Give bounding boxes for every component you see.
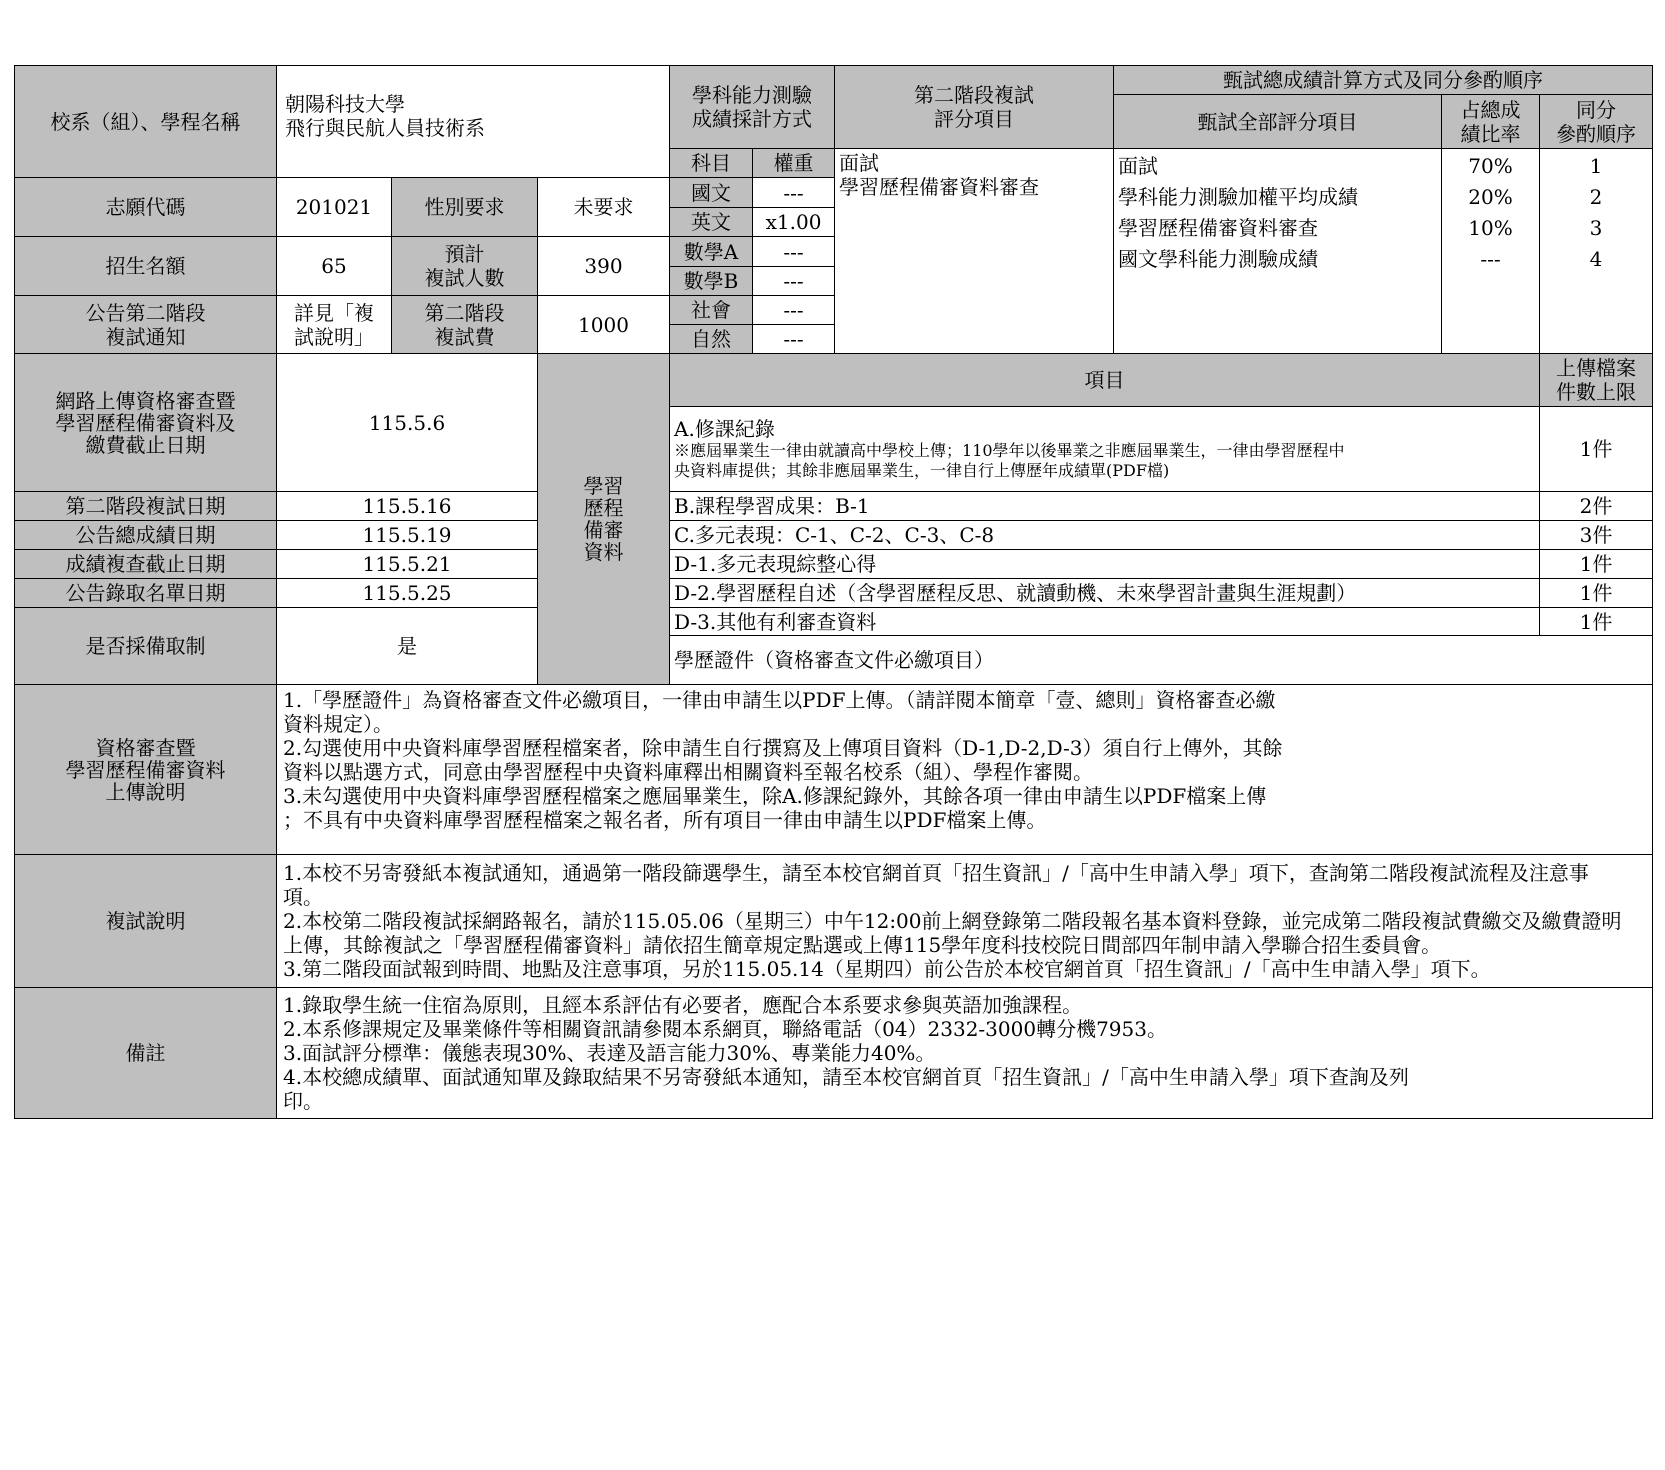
subject-name: 數學B bbox=[670, 267, 753, 296]
subject-name: 英文 bbox=[670, 208, 753, 237]
scoring-item: 國文學科能力測驗成績 bbox=[1118, 247, 1319, 271]
scoring-order: 2 bbox=[1589, 185, 1603, 209]
ratio-header: 占總成 績比率 bbox=[1442, 95, 1540, 149]
remark-line: 3.面試評分標準：儀態表現30%、表達及語言能力30%、專業能力40%。 bbox=[283, 1041, 936, 1065]
subject-weight: --- bbox=[753, 296, 835, 325]
gender-value: 未要求 bbox=[538, 178, 670, 237]
portfolio-item-a bbox=[670, 407, 1540, 492]
upload-limit: 1件 bbox=[1540, 579, 1653, 608]
subject-name: 自然 bbox=[670, 325, 753, 354]
portfolio-item-b: B.課程學習成果：B-1 bbox=[670, 492, 1540, 521]
backup-label: 是否採備取制 bbox=[15, 608, 277, 685]
upload-note-line: 資料以點選方式，同意由學習歷程中央資料庫釋出相關資料至報名校系（組）、學程作審閱。 bbox=[283, 760, 1093, 784]
exam-note-line: 上傳，其餘複試之「學習歷程備審資料」請依招生簡章規定點選或上傳115學年度科技校院日間部四年制申請入學聯合招生委員會。 bbox=[283, 933, 1442, 957]
upload-deadline-value: 115.5.6 bbox=[277, 354, 538, 492]
admission-table bbox=[14, 65, 1653, 1119]
portfolio-item-note: 央資料庫提供；其餘非應屆畢業生，一律自行上傳歷年成績單(PDF檔) bbox=[674, 461, 1170, 480]
remark-line: 1.錄取學生統一住宿為原則，且經本系評估有必要者，應配合本系要求參與英語加強課程。 bbox=[283, 993, 1083, 1017]
portfolio-item-note: ※應屆畢業生一律由就讀高中學校上傳；110學年以後畢業之非應屆畢業生，一律由學習歷程中 bbox=[674, 441, 1345, 460]
dept-name: 飛行與民航人員技術系 bbox=[285, 116, 485, 140]
scoring-ratio: 70% bbox=[1468, 154, 1513, 178]
upload-limit: 1件 bbox=[1540, 407, 1653, 492]
remarks-label: 備註 bbox=[15, 988, 277, 1119]
scoring-item: 面試 bbox=[1118, 154, 1159, 178]
upload-limit: 3件 bbox=[1540, 521, 1653, 550]
gender-label: 性別要求 bbox=[392, 178, 538, 237]
upload-note-line: ；不具有中央資料庫學習歷程檔案之報名者，所有項目一律由申請生以PDF檔案上傳。 bbox=[283, 808, 1047, 832]
upload-deadline-label: 網路上傳資格審查暨 學習歷程備審資料及 繳費截止日期 bbox=[15, 354, 277, 492]
subject-name: 數學A bbox=[670, 237, 753, 267]
school-name: 朝陽科技大學 bbox=[285, 92, 405, 116]
scoring-ratio: --- bbox=[1480, 247, 1501, 271]
exam-method-header: 學科能力測驗 成績採計方式 bbox=[670, 66, 835, 149]
backup-value: 是 bbox=[277, 608, 538, 685]
subject-weight: x1.00 bbox=[753, 208, 835, 237]
subject-weight: --- bbox=[753, 325, 835, 354]
scoring-ratio: 20% bbox=[1468, 185, 1513, 209]
code-label: 志願代碼 bbox=[15, 178, 277, 237]
scoring-order: 1 bbox=[1589, 154, 1603, 178]
fee-label: 第二階段 複試費 bbox=[392, 296, 538, 354]
total-score-header: 甄試總成績計算方式及同分參酌順序 bbox=[1114, 66, 1653, 95]
upload-note-line: 1.「學歷證件」為資格審查文件必繳項目，一律由申請生以PDF上傳。（請詳閱本簡章「壹、總則」資格審查必繳 bbox=[283, 688, 1276, 712]
portfolio-item-d3: D-3.其他有利審查資料 bbox=[670, 608, 1540, 636]
weight-header: 權重 bbox=[753, 149, 835, 178]
upload-note-line: 3.未勾選使用中央資料庫學習歷程檔案之應屆畢業生，除A.修課紀錄外，其餘各項一律由申請生以PDF檔案上傳 bbox=[283, 784, 1267, 808]
admit-date-label: 公告錄取名單日期 bbox=[15, 579, 277, 608]
subject-weight: --- bbox=[753, 237, 835, 267]
scoring-order: 3 bbox=[1589, 216, 1603, 240]
portfolio-side-label: 學習 歷程 備審 資料 bbox=[538, 354, 670, 685]
exam-note-line: 2.本校第二階段複試採網路報名，請於115.05.06（星期三）中午12:00前上網登錄第二階段報名基本資料登錄，並完成第二階段複試費繳交及繳費證明 bbox=[283, 909, 1622, 933]
exam-date-label: 第二階段複試日期 bbox=[15, 492, 277, 521]
quota-value: 65 bbox=[277, 237, 392, 296]
upload-limit: 2件 bbox=[1540, 492, 1653, 521]
admit-date-value: 115.5.25 bbox=[277, 579, 538, 608]
upload-note-line: 2.勾選使用中央資料庫學習歷程檔案者，除申請生自行撰寫及上傳項目資料（D-1,D-2,D-3）須自行上傳外，其餘 bbox=[283, 736, 1283, 760]
stage2-item: 面試 bbox=[839, 151, 880, 175]
portfolio-item-title: A.修課紀錄 bbox=[674, 417, 775, 441]
school-name-cell bbox=[277, 66, 670, 178]
exam-note-line: 1.本校不另寄發紙本複試通知，通過第一階段篩選學生，請至本校官網首頁「招生資訊」/「高中生申請入學」項下，查詢第二階段複試流程及注意事 bbox=[283, 861, 1589, 885]
order-header: 同分 參酌順序 bbox=[1540, 95, 1653, 149]
score-date-label: 公告總成績日期 bbox=[15, 521, 277, 550]
school-label: 校系（組）、學程名稱 bbox=[15, 66, 277, 178]
upload-limit: 1件 bbox=[1540, 550, 1653, 579]
subject-weight: --- bbox=[753, 178, 835, 208]
subject-name: 國文 bbox=[670, 178, 753, 208]
review-date-label: 成績複查截止日期 bbox=[15, 550, 277, 579]
scoring-item: 學科能力測驗加權平均成績 bbox=[1118, 185, 1359, 209]
remark-line: 2.本系修課規定及畢業條件等相關資訊請參閱本系網頁，聯絡電話（04）2332-3000轉分機7953。 bbox=[283, 1017, 1167, 1041]
scoring-items bbox=[1114, 149, 1442, 354]
subject-name: 社會 bbox=[670, 296, 753, 325]
notice-label: 公告第二階段 複試通知 bbox=[15, 296, 277, 354]
upload-note-line: 資料規定）。 bbox=[283, 712, 393, 736]
exam-notes bbox=[277, 855, 1653, 988]
stage2-items bbox=[835, 149, 1114, 354]
remark-line: 印。 bbox=[283, 1089, 323, 1113]
exam-note-line: 項。 bbox=[283, 885, 323, 909]
upload-notes bbox=[277, 685, 1653, 855]
exam-date-value: 115.5.16 bbox=[277, 492, 538, 521]
expected-label: 預計 複試人數 bbox=[392, 237, 538, 296]
upload-notes-label: 資格審查暨 學習歷程備審資料 上傳說明 bbox=[15, 685, 277, 855]
stage2-header: 第二階段複試 評分項目 bbox=[835, 66, 1114, 149]
notice-value: 詳見「複 試說明」 bbox=[277, 296, 392, 354]
scoring-orders bbox=[1540, 149, 1653, 354]
portfolio-item-c: C.多元表現：C-1、C-2、C-3、C-8 bbox=[670, 521, 1540, 550]
scoring-ratios bbox=[1442, 149, 1540, 354]
upload-limit-header: 上傳檔案 件數上限 bbox=[1540, 354, 1653, 407]
expected-value: 390 bbox=[538, 237, 670, 296]
fee-value: 1000 bbox=[538, 296, 670, 354]
exam-notes-label: 複試說明 bbox=[15, 855, 277, 988]
portfolio-item-d1: D-1.多元表現綜整心得 bbox=[670, 550, 1540, 579]
review-date-value: 115.5.21 bbox=[277, 550, 538, 579]
remarks bbox=[277, 988, 1653, 1119]
exam-note-line: 3.第二階段面試報到時間、地點及注意事項，另於115.05.14（星期四）前公告於本校官網首頁「招生資訊」/「高中生申請入學」項下。 bbox=[283, 957, 1491, 981]
subject-weight: --- bbox=[753, 267, 835, 296]
scoring-item: 學習歷程備審資料審查 bbox=[1118, 216, 1319, 240]
all-items-header: 甄試全部評分項目 bbox=[1114, 95, 1442, 149]
stage2-item: 學習歷程備審資料審查 bbox=[839, 175, 1040, 199]
upload-limit: 1件 bbox=[1540, 608, 1653, 636]
subject-header: 科目 bbox=[670, 149, 753, 178]
scoring-ratio: 10% bbox=[1468, 216, 1513, 240]
remark-line: 4.本校總成績單、面試通知單及錄取結果不另寄發紙本通知，請至本校官網首頁「招生資訊」/「高中生申請入學」項下查詢及列 bbox=[283, 1065, 1409, 1089]
score-date-value: 115.5.19 bbox=[277, 521, 538, 550]
portfolio-item-d2: D-2.學習歷程自述（含學習歷程反思、就讀動機、未來學習計畫與生涯規劃） bbox=[670, 579, 1540, 608]
certificate-item: 學歷證件（資格審查文件必繳項目） bbox=[670, 636, 1653, 685]
code-value: 201021 bbox=[277, 178, 392, 237]
scoring-order: 4 bbox=[1589, 247, 1603, 271]
quota-label: 招生名額 bbox=[15, 237, 277, 296]
portfolio-item-header: 項目 bbox=[670, 354, 1540, 407]
